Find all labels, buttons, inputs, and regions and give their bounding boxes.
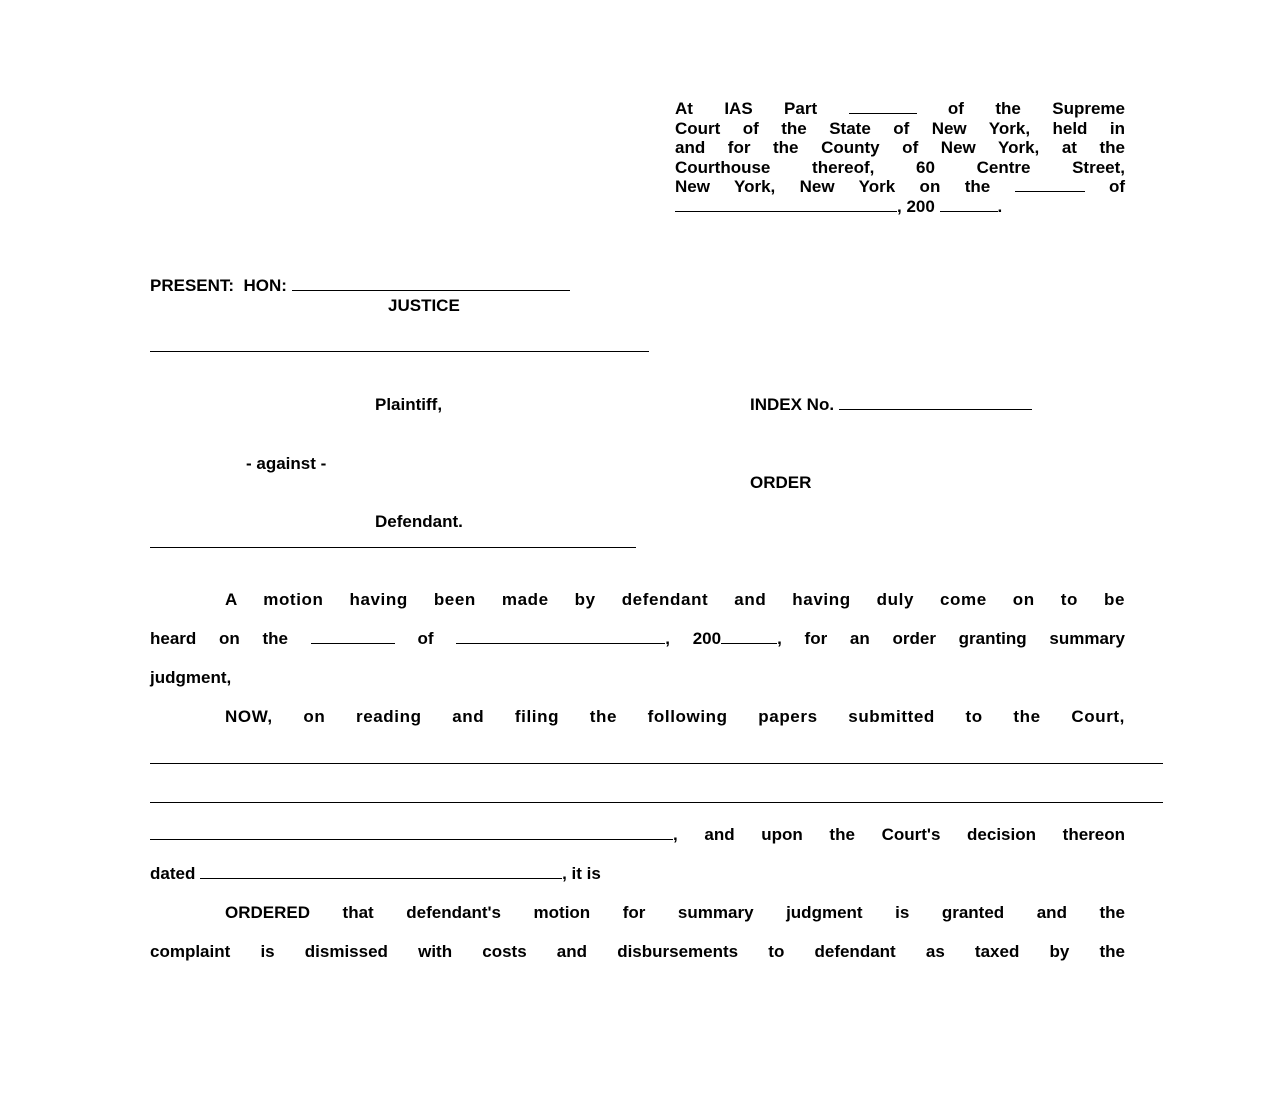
decision-date-blank — [200, 864, 562, 879]
heard-year-blank — [721, 629, 777, 644]
heading-line-1 — [675, 99, 1125, 119]
heard-month-blank — [456, 629, 665, 644]
heading-line-5-tail: of — [1108, 177, 1125, 197]
heading-line-3: and for the County of New York, at the — [675, 138, 1125, 158]
present-label: PRESENT: HON: — [150, 276, 287, 295]
ordered-paragraph-line-1 — [150, 903, 1125, 923]
defendant-label: Defendant. — [375, 512, 463, 531]
heading-period: . — [997, 196, 1003, 216]
part-number-blank — [849, 99, 917, 114]
heard-of-label: of — [417, 629, 434, 648]
ordered-text-2: complaint is dismissed with costs and disbursements to defendant as taxed by the — [150, 942, 1125, 961]
order-title: ORDER — [750, 473, 812, 492]
day-blank — [1015, 177, 1085, 192]
justice-label: JUSTICE — [388, 296, 460, 315]
caption-bottom-rule — [150, 547, 636, 548]
year-blank — [940, 197, 998, 212]
ordered-text-1: ORDERED that defendant's motion for summary judgment is granted and the — [225, 903, 1125, 922]
it-is-label: , it is — [562, 864, 601, 883]
decision-text: , and upon the Court's decision thereon — [673, 825, 1125, 844]
against-label: - against - — [246, 454, 327, 473]
ordered-paragraph-line-2 — [150, 942, 1125, 962]
heading-line-4: Courthouse thereof, 60 Centre Street, — [675, 157, 1125, 177]
heading-line-5-text: New York, New York on the — [675, 177, 991, 197]
month-blank — [675, 197, 897, 212]
papers-paragraph-line-1 — [150, 707, 1125, 727]
heard-year-prefix: , 200 — [665, 629, 722, 648]
papers-paragraph-line-4 — [150, 825, 1125, 845]
papers-blank-line-2 — [150, 802, 1163, 803]
index-line — [750, 395, 1032, 415]
heard-day-blank — [311, 629, 395, 644]
present-line — [150, 276, 570, 296]
motion-text-3: judgment, — [150, 668, 232, 687]
index-number-blank — [839, 395, 1032, 410]
order-purpose-text: , for an order granting summary — [777, 629, 1125, 648]
justice-name-blank — [292, 276, 570, 291]
caption-top-rule — [150, 351, 649, 352]
papers-blank-line-1 — [150, 763, 1163, 764]
heading-line-1-tail: of the Supreme — [947, 99, 1125, 118]
papers-blank-line-3 — [150, 825, 673, 840]
plaintiff-label: Plaintiff, — [375, 395, 443, 414]
papers-text-1: NOW, on reading and filing the following papers submitted to the Court, — [225, 707, 1125, 726]
motion-paragraph-line-2 — [150, 629, 1125, 649]
motion-text-1: A motion having been made by defendant and having duly come on to be — [225, 590, 1125, 609]
court-heading — [675, 99, 1125, 217]
heading-part-label: At IAS Part — [675, 99, 818, 118]
papers-text-5 — [150, 864, 601, 884]
heard-on-label: heard on the — [150, 629, 289, 648]
heading-line-5 — [675, 177, 1125, 197]
heading-year-prefix: , 200 — [897, 196, 935, 216]
motion-text-2 — [150, 629, 1125, 649]
index-label: INDEX No. — [750, 395, 835, 414]
heading-line-2: Court of the State of New York, held in — [675, 118, 1125, 138]
dated-label: dated — [150, 864, 196, 883]
heading-line-6 — [675, 197, 1125, 217]
papers-text-4 — [150, 825, 1125, 845]
motion-paragraph-line-1 — [150, 590, 1125, 610]
